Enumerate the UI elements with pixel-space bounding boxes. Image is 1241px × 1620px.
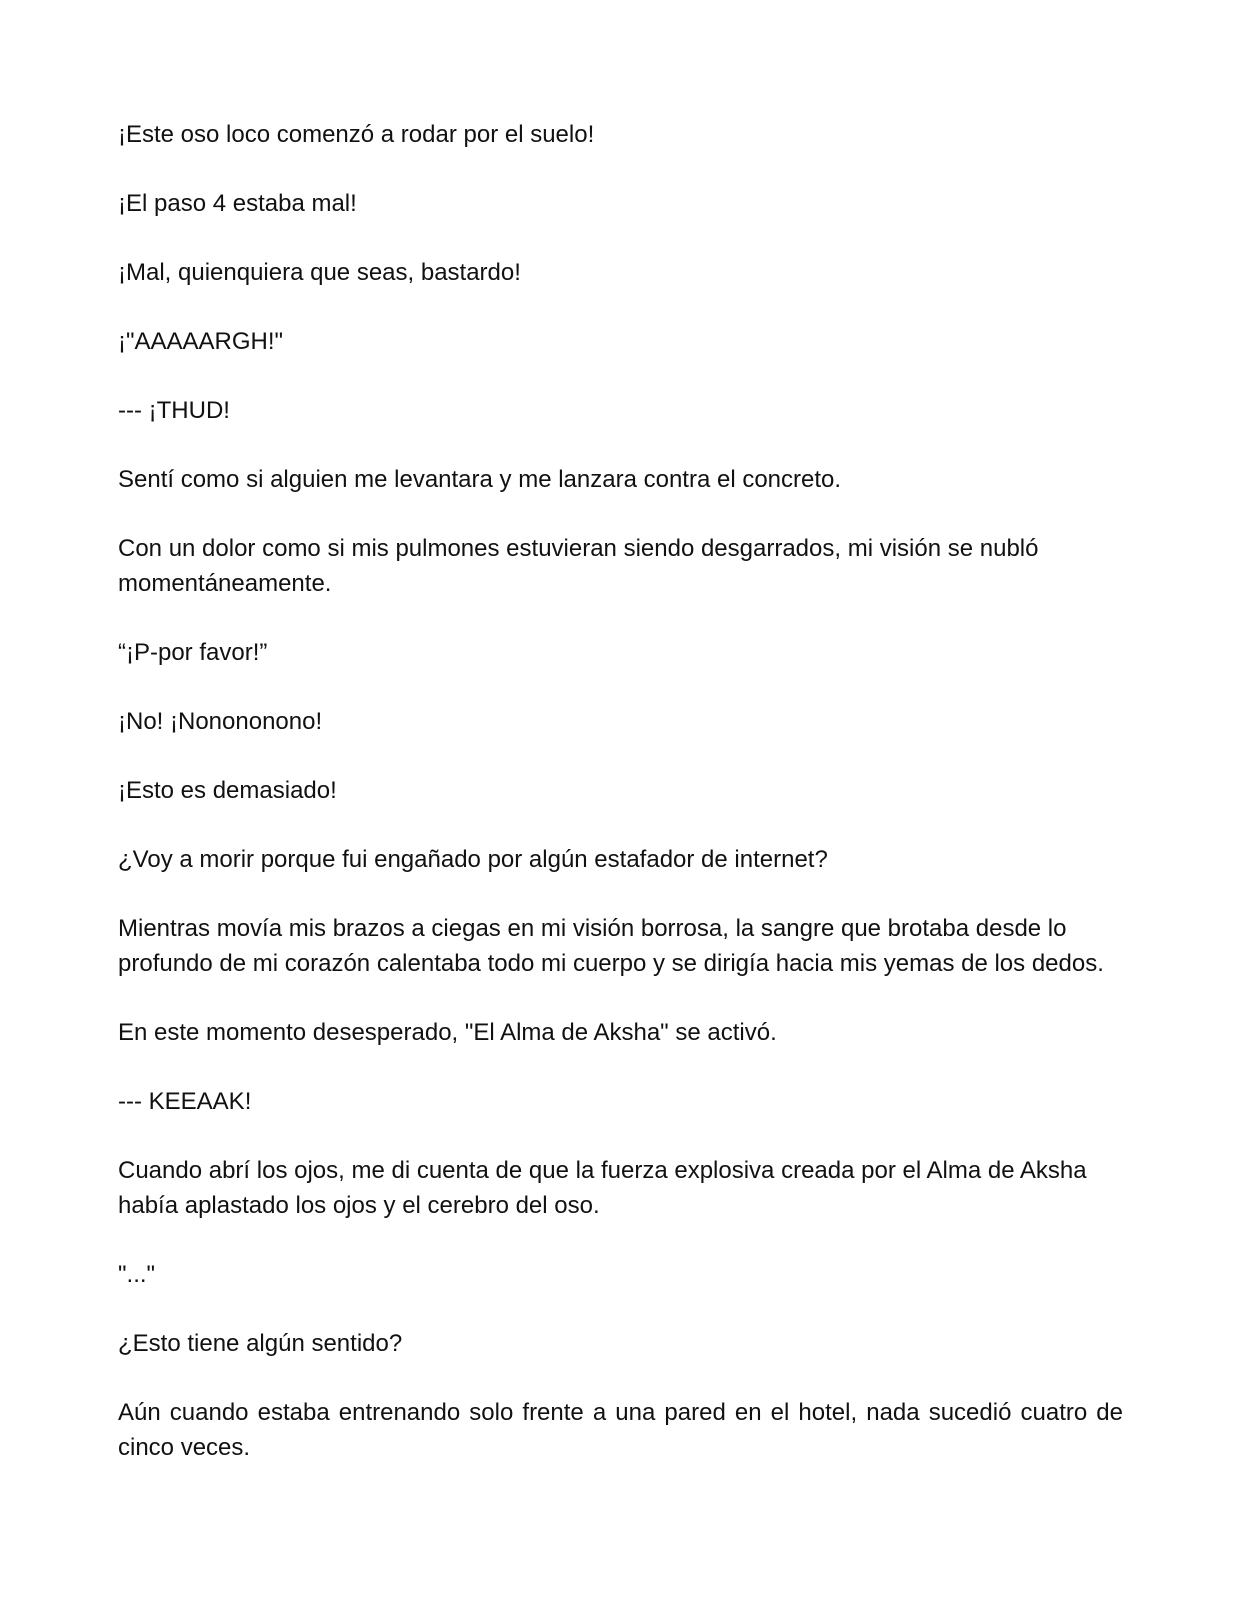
paragraph: --- KEEAAK! [118, 1088, 252, 1115]
paragraph: Mientras movía mis brazos a ciegas en mi visión borrosa, la sangre que brotaba desde lo profundo de mi corazón calentaba todo mi cuerpo y se dirigía hacia mis yemas de los dedos. [118, 915, 1104, 977]
paragraph: ¡Esto es demasiado! [118, 777, 337, 804]
paragraph: “¡P-por favor!” [118, 639, 268, 666]
paragraph: ¿Esto tiene algún sentido? [118, 1330, 403, 1357]
paragraph: Sentí como si alguien me levantara y me lanzara contra el concreto. [118, 466, 842, 493]
paragraph: ¿Voy a morir porque fui engañado por algún estafador de internet? [118, 846, 828, 873]
paragraph: "..." [118, 1261, 156, 1288]
paragraph: ¡Mal, quienquiera que seas, bastardo! [118, 259, 521, 286]
paragraph: ¡No! ¡Nonononono! [118, 708, 323, 735]
paragraph: ¡"AAAAARGH!" [118, 328, 284, 355]
paragraph: ¡Este oso loco comenzó a rodar por el suelo! [118, 121, 595, 148]
document-body [118, 117, 1123, 1499]
paragraph: Con un dolor como si mis pulmones estuvieran siendo desgarrados, mi visión se nubló momentáneamente. [118, 535, 1039, 597]
paragraph: En este momento desesperado, "El Alma de Aksha" se activó. [118, 1019, 777, 1046]
paragraph: Aún cuando estaba entrenando solo frente a una pared en el hotel, nada sucedió cuatro de cinco veces. [118, 1399, 1123, 1461]
paragraph: --- ¡THUD! [118, 397, 230, 424]
paragraph: ¡El paso 4 estaba mal! [118, 190, 357, 217]
paragraph: Cuando abrí los ojos, me di cuenta de que la fuerza explosiva creada por el Alma de Aksha había aplastado los ojos y el cerebro del oso. [118, 1157, 1087, 1219]
